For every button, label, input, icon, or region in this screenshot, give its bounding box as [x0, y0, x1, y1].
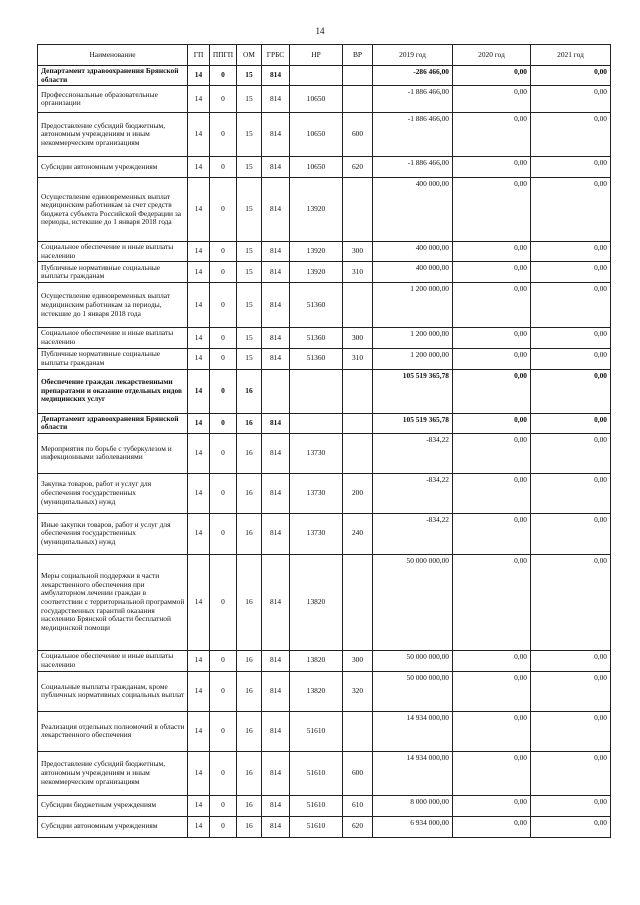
- row-grbs: 814: [262, 554, 290, 650]
- row-vr: [343, 413, 373, 433]
- row-2021: 0,00: [531, 413, 611, 433]
- row-2020: 0,00: [453, 671, 531, 711]
- table-row: [38, 369, 611, 413]
- row-ppgp: 0: [210, 650, 237, 671]
- row-2020: 0,00: [453, 513, 531, 554]
- row-vr: [343, 283, 373, 328]
- row-nr: [290, 413, 343, 433]
- row-nr: 51610: [290, 711, 343, 751]
- header-om: ОМ: [237, 45, 262, 66]
- row-2020: 0,00: [453, 554, 531, 650]
- row-grbs: 814: [262, 433, 290, 473]
- row-vr: 600: [343, 113, 373, 157]
- row-grbs: 814: [262, 671, 290, 711]
- row-om: 15: [237, 283, 262, 328]
- row-2021: 0,00: [531, 178, 611, 242]
- header-vr: ВР: [343, 45, 373, 66]
- row-ppgp: 0: [210, 348, 237, 369]
- row-gp: 14: [188, 66, 210, 86]
- table-row: [38, 178, 611, 242]
- row-nr: 13820: [290, 650, 343, 671]
- row-vr: 300: [343, 650, 373, 671]
- row-2019: -834,22: [373, 513, 453, 554]
- row-gp: 14: [188, 283, 210, 328]
- row-2019: 400 000,00: [373, 242, 453, 262]
- row-grbs: 814: [262, 513, 290, 554]
- row-vr: 610: [343, 795, 373, 816]
- row-om: 16: [237, 513, 262, 554]
- row-nr: 13920: [290, 242, 343, 262]
- row-gp: 14: [188, 554, 210, 650]
- row-gp: 14: [188, 113, 210, 157]
- row-grbs: 814: [262, 413, 290, 433]
- table-row: [38, 157, 611, 178]
- row-2020: 0,00: [453, 413, 531, 433]
- row-2021: 0,00: [531, 348, 611, 369]
- row-grbs: 814: [262, 66, 290, 86]
- row-vr: 310: [343, 348, 373, 369]
- row-ppgp: 0: [210, 473, 237, 513]
- row-ppgp: 0: [210, 242, 237, 262]
- row-vr: [343, 369, 373, 413]
- row-nr: 51610: [290, 816, 343, 837]
- row-name: Обеспечение граждан лекарственными препаратами и оказание отдельных видов медицинских услуг: [38, 369, 188, 413]
- row-name: Публичные нормативные социальные выплаты гражданам: [38, 262, 188, 283]
- row-name: Осуществление единовременных выплат медицинским работникам за счет средств бюджета субъекта Российской Федерации за периоды, истекшие до 1 января 2018 года: [38, 178, 188, 242]
- row-ppgp: 0: [210, 369, 237, 413]
- row-name: Субсидии бюджетным учреждениям: [38, 795, 188, 816]
- row-2019: -834,22: [373, 433, 453, 473]
- row-grbs: 814: [262, 816, 290, 837]
- row-om: 16: [237, 795, 262, 816]
- row-2019: 8 000 000,00: [373, 795, 453, 816]
- row-ppgp: 0: [210, 328, 237, 348]
- row-2021: 0,00: [531, 751, 611, 795]
- row-grbs: 814: [262, 283, 290, 328]
- row-nr: 13820: [290, 554, 343, 650]
- row-2019: 1 200 000,00: [373, 283, 453, 328]
- row-om: 16: [237, 751, 262, 795]
- row-2019: 14 934 000,00: [373, 711, 453, 751]
- row-vr: [343, 66, 373, 86]
- row-vr: 620: [343, 157, 373, 178]
- table-row: [38, 473, 611, 513]
- row-nr: [290, 66, 343, 86]
- table-row: [38, 816, 611, 837]
- row-name: Реализация отдельных полномочий в области лекарственного обеспечения: [38, 711, 188, 751]
- row-name: Предоставление субсидий бюджетным, автономным учреждениям и иным некоммерческим организациям: [38, 751, 188, 795]
- row-gp: 14: [188, 86, 210, 113]
- row-gp: 14: [188, 328, 210, 348]
- budget-table: [37, 44, 611, 838]
- row-2021: 0,00: [531, 242, 611, 262]
- row-vr: [343, 178, 373, 242]
- row-om: 15: [237, 66, 262, 86]
- row-2019: 50 000 000,00: [373, 554, 453, 650]
- row-2021: 0,00: [531, 795, 611, 816]
- row-gp: 14: [188, 751, 210, 795]
- page-number: 14: [315, 26, 325, 36]
- table-row: [38, 751, 611, 795]
- table-row: [38, 671, 611, 711]
- row-ppgp: 0: [210, 113, 237, 157]
- row-ppgp: 0: [210, 711, 237, 751]
- row-nr: 13820: [290, 671, 343, 711]
- table-row: [38, 711, 611, 751]
- row-2021: 0,00: [531, 554, 611, 650]
- row-nr: 10650: [290, 113, 343, 157]
- row-gp: 14: [188, 413, 210, 433]
- row-name: Департамент здравоохранения Брянской области: [38, 66, 188, 86]
- row-2019: 400 000,00: [373, 178, 453, 242]
- row-2021: 0,00: [531, 86, 611, 113]
- table-row: [38, 433, 611, 473]
- row-ppgp: 0: [210, 554, 237, 650]
- row-om: 16: [237, 711, 262, 751]
- row-2021: 0,00: [531, 157, 611, 178]
- header-2020: 2020 год: [453, 45, 531, 66]
- row-2020: 0,00: [453, 816, 531, 837]
- table-row: [38, 242, 611, 262]
- header-name: Наименование: [38, 45, 188, 66]
- row-name: Социальное обеспечение и иные выплаты населению: [38, 242, 188, 262]
- row-nr: 51610: [290, 795, 343, 816]
- row-grbs: 814: [262, 86, 290, 113]
- row-ppgp: 0: [210, 816, 237, 837]
- table-row: [38, 413, 611, 433]
- row-nr: 10650: [290, 157, 343, 178]
- row-name: Социальное обеспечение и иные выплаты населению: [38, 328, 188, 348]
- header-nr: НР: [290, 45, 343, 66]
- row-ppgp: 0: [210, 283, 237, 328]
- row-gp: 14: [188, 473, 210, 513]
- row-2021: 0,00: [531, 283, 611, 328]
- row-om: 15: [237, 86, 262, 113]
- row-2019: -834,22: [373, 473, 453, 513]
- row-ppgp: 0: [210, 795, 237, 816]
- row-2019: 50 000 000,00: [373, 671, 453, 711]
- row-2019: 50 000 000,00: [373, 650, 453, 671]
- row-grbs: 814: [262, 711, 290, 751]
- row-gp: 14: [188, 671, 210, 711]
- row-name: Мероприятия по борьбе с туберкулезом и инфекционными заболеваниями: [38, 433, 188, 473]
- table-row: [38, 66, 611, 86]
- row-2019: 105 519 365,78: [373, 369, 453, 413]
- row-om: 16: [237, 554, 262, 650]
- row-2021: 0,00: [531, 113, 611, 157]
- row-om: 16: [237, 671, 262, 711]
- row-name: Профессиональные образовательные организации: [38, 86, 188, 113]
- row-gp: 14: [188, 650, 210, 671]
- row-2020: 0,00: [453, 795, 531, 816]
- row-2020: 0,00: [453, 369, 531, 413]
- row-nr: 51360: [290, 283, 343, 328]
- row-2020: 0,00: [453, 113, 531, 157]
- row-name: Осуществление единовременных выплат медицинским работникам за периоды, истекшие до 1 января 2018 года: [38, 283, 188, 328]
- row-2020: 0,00: [453, 751, 531, 795]
- row-2021: 0,00: [531, 513, 611, 554]
- row-ppgp: 0: [210, 86, 237, 113]
- row-om: 15: [237, 348, 262, 369]
- row-name: Социальное обеспечение и иные выплаты населению: [38, 650, 188, 671]
- header-2019: 2019 год: [373, 45, 453, 66]
- row-nr: 13730: [290, 473, 343, 513]
- row-nr: 10650: [290, 86, 343, 113]
- row-name: Закупка товаров, работ и услуг для обеспечения государственных (муниципальных) нужд: [38, 473, 188, 513]
- row-nr: [290, 369, 343, 413]
- row-gp: 14: [188, 178, 210, 242]
- row-vr: [343, 433, 373, 473]
- row-vr: 300: [343, 328, 373, 348]
- row-gp: 14: [188, 348, 210, 369]
- row-grbs: 814: [262, 751, 290, 795]
- row-grbs: 814: [262, 650, 290, 671]
- row-2020: 0,00: [453, 66, 531, 86]
- row-om: 15: [237, 178, 262, 242]
- row-ppgp: 0: [210, 66, 237, 86]
- table-row: [38, 554, 611, 650]
- row-2021: 0,00: [531, 711, 611, 751]
- row-2021: 0,00: [531, 262, 611, 283]
- row-om: 15: [237, 157, 262, 178]
- row-vr: 600: [343, 751, 373, 795]
- row-om: 15: [237, 328, 262, 348]
- table-row: [38, 113, 611, 157]
- row-grbs: 814: [262, 348, 290, 369]
- row-om: 16: [237, 473, 262, 513]
- row-2019: -1 886 466,00: [373, 157, 453, 178]
- row-nr: 51610: [290, 751, 343, 795]
- row-2020: 0,00: [453, 157, 531, 178]
- row-om: 15: [237, 242, 262, 262]
- row-name: Субсидии автономным учреждениям: [38, 157, 188, 178]
- row-2020: 0,00: [453, 650, 531, 671]
- row-2019: -286 466,00: [373, 66, 453, 86]
- row-ppgp: 0: [210, 178, 237, 242]
- row-2020: 0,00: [453, 328, 531, 348]
- row-2021: 0,00: [531, 650, 611, 671]
- row-2019: -1 886 466,00: [373, 113, 453, 157]
- row-grbs: 814: [262, 113, 290, 157]
- row-name: Публичные нормативные социальные выплаты гражданам: [38, 348, 188, 369]
- row-2020: 0,00: [453, 178, 531, 242]
- row-2021: 0,00: [531, 328, 611, 348]
- row-gp: 14: [188, 513, 210, 554]
- row-gp: 14: [188, 369, 210, 413]
- row-grbs: 814: [262, 157, 290, 178]
- table-row: [38, 262, 611, 283]
- row-vr: [343, 711, 373, 751]
- row-om: 16: [237, 650, 262, 671]
- row-ppgp: 0: [210, 751, 237, 795]
- header-grbs: ГРБС: [262, 45, 290, 66]
- row-2020: 0,00: [453, 711, 531, 751]
- table-row: [38, 650, 611, 671]
- row-2021: 0,00: [531, 66, 611, 86]
- row-name: Меры социальной поддержки в части лекарственного обеспечения при амбулаторном лечении граждан в соответствии с территориальной программой государственных гарантий оказания населению Брянской области бесплатной медицинской помощи: [38, 554, 188, 650]
- row-om: 16: [237, 816, 262, 837]
- header-2021: 2021 год: [531, 45, 611, 66]
- row-om: 15: [237, 262, 262, 283]
- row-nr: 51360: [290, 328, 343, 348]
- row-name: Иные закупки товаров, работ и услуг для обеспечения государственных (муниципальных) нужд: [38, 513, 188, 554]
- row-om: 16: [237, 433, 262, 473]
- row-om: 15: [237, 113, 262, 157]
- row-2019: 105 519 365,78: [373, 413, 453, 433]
- row-vr: 320: [343, 671, 373, 711]
- row-name: Социальные выплаты гражданам, кроме публичных нормативных социальных выплат: [38, 671, 188, 711]
- row-nr: 51360: [290, 348, 343, 369]
- row-2019: 400 000,00: [373, 262, 453, 283]
- row-2021: 0,00: [531, 473, 611, 513]
- row-nr: 13730: [290, 513, 343, 554]
- table-row: [38, 513, 611, 554]
- row-vr: 300: [343, 242, 373, 262]
- row-2021: 0,00: [531, 816, 611, 837]
- table-header-row: [38, 45, 611, 66]
- row-gp: 14: [188, 157, 210, 178]
- row-vr: 310: [343, 262, 373, 283]
- row-om: 16: [237, 413, 262, 433]
- row-ppgp: 0: [210, 262, 237, 283]
- table-row: [38, 283, 611, 328]
- row-gp: 14: [188, 795, 210, 816]
- header-gp: ГП: [188, 45, 210, 66]
- row-2020: 0,00: [453, 262, 531, 283]
- row-vr: 200: [343, 473, 373, 513]
- row-om: 16: [237, 369, 262, 413]
- row-2019: 1 200 000,00: [373, 348, 453, 369]
- row-grbs: 814: [262, 178, 290, 242]
- row-nr: 13920: [290, 178, 343, 242]
- header-ppgp: ППГП: [210, 45, 237, 66]
- row-2021: 0,00: [531, 433, 611, 473]
- row-gp: 14: [188, 242, 210, 262]
- row-grbs: 814: [262, 795, 290, 816]
- row-gp: 14: [188, 711, 210, 751]
- row-ppgp: 0: [210, 671, 237, 711]
- row-2019: 6 934 000,00: [373, 816, 453, 837]
- row-ppgp: 0: [210, 413, 237, 433]
- table-row: [38, 86, 611, 113]
- table-row: [38, 328, 611, 348]
- row-name: Предоставление субсидий бюджетным, автономным учреждениям и иным некоммерческим организациям: [38, 113, 188, 157]
- row-2020: 0,00: [453, 348, 531, 369]
- row-grbs: [262, 369, 290, 413]
- row-2020: 0,00: [453, 86, 531, 113]
- row-ppgp: 0: [210, 513, 237, 554]
- row-2020: 0,00: [453, 283, 531, 328]
- row-grbs: 814: [262, 242, 290, 262]
- row-grbs: 814: [262, 328, 290, 348]
- row-ppgp: 0: [210, 157, 237, 178]
- table-row: [38, 795, 611, 816]
- row-gp: 14: [188, 433, 210, 473]
- row-vr: 620: [343, 816, 373, 837]
- row-gp: 14: [188, 262, 210, 283]
- row-2019: -1 886 466,00: [373, 86, 453, 113]
- row-ppgp: 0: [210, 433, 237, 473]
- row-grbs: 814: [262, 262, 290, 283]
- row-2021: 0,00: [531, 671, 611, 711]
- row-2019: 1 200 000,00: [373, 328, 453, 348]
- row-2021: 0,00: [531, 369, 611, 413]
- row-2020: 0,00: [453, 242, 531, 262]
- row-nr: 13730: [290, 433, 343, 473]
- row-vr: 240: [343, 513, 373, 554]
- row-nr: 13920: [290, 262, 343, 283]
- row-grbs: 814: [262, 473, 290, 513]
- row-name: Субсидии автономным учреждениям: [38, 816, 188, 837]
- row-2020: 0,00: [453, 473, 531, 513]
- row-gp: 14: [188, 816, 210, 837]
- row-vr: [343, 554, 373, 650]
- row-vr: [343, 86, 373, 113]
- row-name: Департамент здравоохранения Брянской области: [38, 413, 188, 433]
- row-2019: 14 934 000,00: [373, 751, 453, 795]
- row-2020: 0,00: [453, 433, 531, 473]
- table-row: [38, 348, 611, 369]
